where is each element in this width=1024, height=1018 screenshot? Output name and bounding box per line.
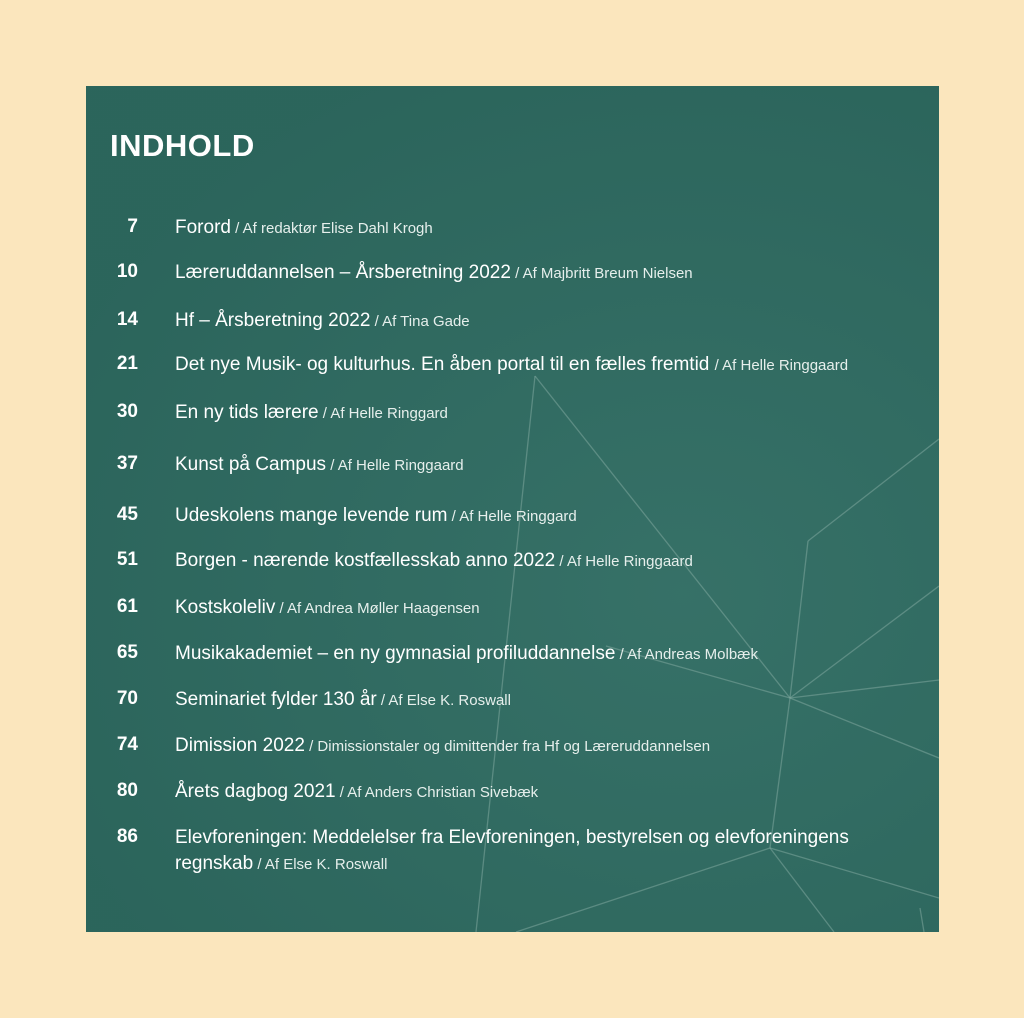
toc-byline: Af Helle Ringgard [459, 508, 577, 525]
toc-text [175, 308, 920, 335]
toc-separator: / [376, 692, 389, 709]
toc-separator: / [230, 220, 243, 237]
toc-separator: / [615, 646, 628, 663]
toc-page-number: 70 [116, 688, 138, 709]
toc-separator: / [335, 784, 348, 801]
toc-byline: Af Helle Ringgaard [337, 457, 464, 474]
toc-page-number: 61 [116, 596, 138, 617]
toc-text [175, 352, 920, 379]
toc-page-number: 30 [116, 401, 138, 422]
toc-separator: / [326, 457, 338, 474]
decor-line [920, 908, 924, 932]
toc-page-number: 37 [116, 453, 138, 474]
toc-text [175, 215, 920, 242]
toc-entry-title: Elevforeningen: Meddelelser fra Elevforeningen, bestyrelsen og elevforeningens regnskab [175, 827, 849, 874]
toc-entry-title: Årets dagbog 2021 [175, 781, 336, 802]
toc-entry-title: Udeskolens mange levende rum [175, 505, 448, 526]
toc-page-number: 86 [116, 826, 138, 847]
toc-byline: Af Andrea Møller Haagensen [287, 600, 480, 617]
page-title: INDHOLD [110, 128, 255, 163]
toc-page-number: 21 [116, 353, 138, 374]
toc-page-number: 7 [127, 216, 138, 237]
contents-panel [86, 86, 939, 932]
toc-separator: / [253, 856, 265, 873]
toc-text [175, 825, 920, 878]
toc-separator: / [304, 738, 318, 755]
toc-entry-title: Læreruddannelsen – Årsberetning 2022 [175, 262, 511, 283]
toc-text [175, 595, 920, 622]
toc-text [175, 503, 920, 530]
toc-page-number: 14 [116, 309, 138, 330]
toc-entry-title: Dimission 2022 [175, 735, 305, 756]
toc-byline: Af Helle Ringgard [330, 405, 448, 422]
toc-byline: Af redaktør Elise Dahl Krogh [242, 220, 433, 237]
toc-separator: / [318, 405, 331, 422]
toc-byline: Af Tina Gade [382, 313, 470, 330]
toc-page-number: 65 [116, 642, 138, 663]
toc-text [175, 641, 920, 668]
toc-separator: / [555, 553, 567, 570]
toc-entry-title: En ny tids lærere [175, 402, 319, 423]
toc-text [175, 687, 920, 714]
toc-entry-title: Forord [175, 217, 231, 238]
toc-byline: Af Else K. Roswall [388, 692, 511, 709]
toc-text [175, 779, 920, 806]
toc-byline: Af Andreas Molbæk [627, 646, 759, 663]
toc-byline: Af Anders Christian Sivebæk [347, 784, 539, 801]
toc-entry-title: Hf – Årsberetning 2022 [175, 310, 371, 331]
toc-page-number: 51 [116, 549, 138, 570]
toc-byline: Dimissionstaler og dimittender fra Hf og Læreruddannelsen [317, 738, 711, 755]
toc-entry-title: Seminariet fylder 130 år [175, 689, 377, 710]
toc-text [175, 733, 920, 760]
toc-entry-title: Musikakademiet – en ny gymnasial profiluddannelse [175, 643, 616, 664]
toc-text [175, 548, 920, 575]
toc-page-number: 45 [116, 504, 138, 525]
toc-separator: / [370, 313, 383, 330]
toc-entry-title: Borgen - nærende kostfællesskab anno 2022 [175, 550, 556, 571]
toc-page-number: 10 [116, 261, 138, 282]
toc-separator: / [714, 357, 723, 374]
toc-text [175, 400, 920, 427]
toc-text [175, 452, 920, 479]
toc-page-number: 80 [116, 780, 138, 801]
toc-entry-title: Kunst på Campus [175, 454, 327, 475]
toc-byline: Af Helle Ringgaard [566, 553, 693, 570]
toc-text [175, 260, 920, 287]
toc-entry-title: Kostskoleliv [175, 597, 276, 618]
toc-byline: Af Else K. Roswall [264, 856, 388, 873]
toc-byline: Af Helle Ringgaard [722, 357, 849, 374]
toc-separator: / [447, 508, 460, 525]
toc-byline: Af Majbritt Breum Nielsen [522, 265, 693, 282]
toc-entry-title: Det nye Musik- og kulturhus. En åben portal til en fælles fremtid [175, 354, 715, 375]
toc-separator: / [275, 600, 288, 617]
toc-separator: / [510, 265, 523, 282]
toc-page-number: 74 [116, 734, 138, 755]
